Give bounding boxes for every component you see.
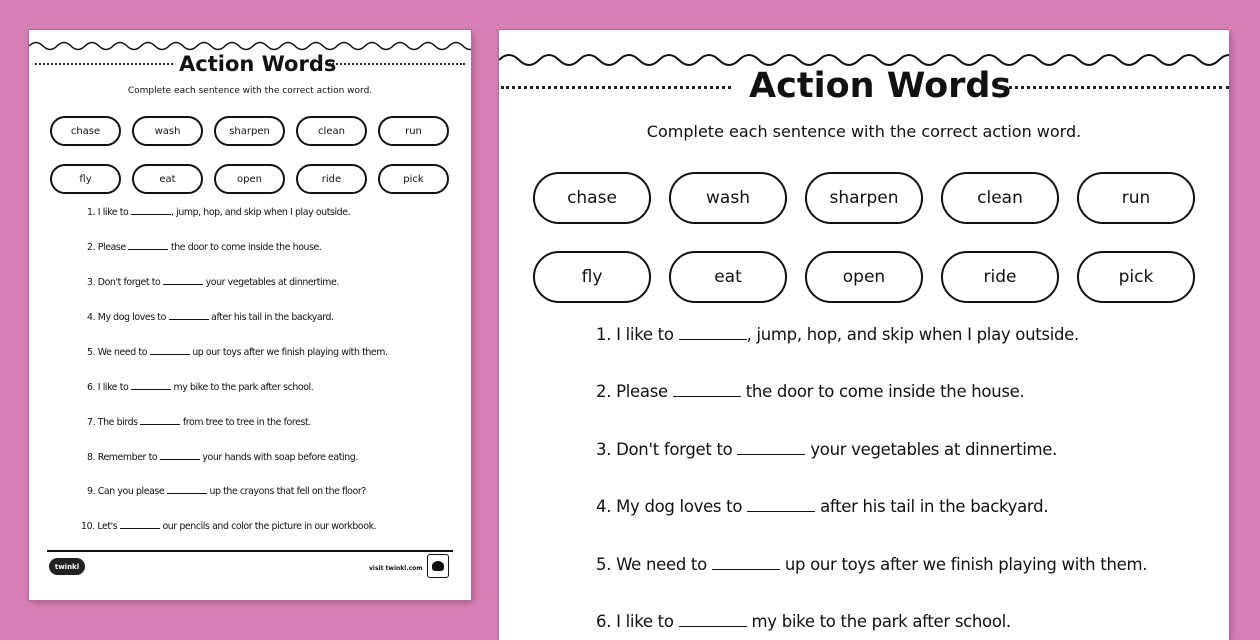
question-3: [596, 440, 1057, 459]
question-before: My dog loves to: [97, 312, 166, 323]
question-1: [596, 325, 1079, 344]
answer-blank[interactable]: [120, 528, 160, 529]
question-number: 7.: [87, 417, 96, 428]
answer-blank[interactable]: [679, 339, 747, 340]
word-wash[interactable]: wash: [132, 116, 203, 146]
question-after: up our toys after we finish playing with them.: [784, 555, 1148, 574]
question-number: 1.: [87, 207, 96, 218]
page-title: Action Words: [749, 66, 1012, 106]
question-before: Please: [97, 242, 126, 253]
word-open[interactable]: open: [214, 164, 285, 194]
answer-blank[interactable]: [163, 284, 203, 285]
question-2: [87, 242, 322, 253]
word-pick[interactable]: pick: [378, 164, 449, 194]
answer-blank[interactable]: [679, 626, 747, 627]
question-before: Don't forget to: [97, 277, 161, 288]
question-8: [87, 452, 358, 463]
question-4: [87, 312, 334, 323]
word-eat[interactable]: eat: [132, 164, 203, 194]
word-clean[interactable]: clean: [296, 116, 367, 146]
word-clean[interactable]: clean: [941, 172, 1059, 224]
answer-blank[interactable]: [160, 459, 200, 460]
word-fly[interactable]: fly: [50, 164, 121, 194]
question-after: your vegetables at dinnertime.: [810, 440, 1058, 459]
answer-blank[interactable]: [131, 389, 171, 390]
question-6: [596, 612, 1011, 631]
word-open[interactable]: open: [805, 251, 923, 303]
word-chase[interactable]: chase: [50, 116, 121, 146]
worksheet-zoom[interactable]: [499, 30, 1229, 640]
answer-blank[interactable]: [169, 319, 209, 320]
question-before: Remember to: [97, 452, 158, 463]
question-before: I like to: [616, 325, 674, 344]
question-before: The birds: [97, 417, 138, 428]
footer-divider: [47, 550, 453, 552]
answer-blank[interactable]: [140, 424, 180, 425]
question-before: We need to: [616, 555, 707, 574]
answer-blank[interactable]: [167, 493, 207, 494]
question-number: 3.: [596, 440, 612, 459]
question-number: 5.: [87, 347, 96, 358]
question-after: , jump, hop, and skip when I play outside.: [170, 207, 351, 218]
question-after: from tree to tree in the forest.: [182, 417, 311, 428]
answer-blank[interactable]: [131, 214, 171, 215]
twinkl-badge-icon: [427, 554, 449, 578]
question-4: [596, 497, 1048, 516]
page-title: Action Words: [179, 52, 337, 76]
question-number: 6.: [87, 382, 96, 393]
question-number: 8.: [87, 452, 96, 463]
question-3: [87, 277, 339, 288]
question-after: your vegetables at dinnertime.: [205, 277, 339, 288]
question-before: I like to: [616, 612, 674, 631]
brand-logo: twinkl: [49, 558, 85, 575]
answer-blank[interactable]: [737, 454, 805, 455]
question-before: Please: [616, 382, 668, 401]
word-eat[interactable]: eat: [669, 251, 787, 303]
title-dots-left: [35, 63, 173, 65]
word-run[interactable]: run: [378, 116, 449, 146]
word-ride[interactable]: ride: [941, 251, 1059, 303]
question-before: We need to: [97, 347, 148, 358]
question-number: 5.: [596, 555, 612, 574]
question-number: 4.: [87, 312, 96, 323]
question-1: [87, 207, 350, 218]
question-after: my bike to the park after school.: [173, 382, 314, 393]
word-ride[interactable]: ride: [296, 164, 367, 194]
question-number: 2.: [596, 382, 612, 401]
question-before: Can you please: [97, 486, 165, 497]
question-number: 10.: [81, 521, 95, 532]
question-after: , jump, hop, and skip when I play outside.: [746, 325, 1079, 344]
question-5: [596, 555, 1147, 574]
answer-blank[interactable]: [747, 511, 815, 512]
question-after: after his tail in the backyard.: [211, 312, 334, 323]
question-after: up our toys after we finish playing with them.: [192, 347, 388, 358]
word-run[interactable]: run: [1077, 172, 1195, 224]
title-dots-right: [996, 86, 1229, 89]
question-number: 3.: [87, 277, 96, 288]
answer-blank[interactable]: [712, 569, 780, 570]
word-wash[interactable]: wash: [669, 172, 787, 224]
question-2: [596, 382, 1024, 401]
answer-blank[interactable]: [128, 249, 168, 250]
question-after: after his tail in the backyard.: [820, 497, 1049, 516]
question-before: Let's: [97, 521, 118, 532]
answer-blank[interactable]: [150, 354, 190, 355]
answer-blank[interactable]: [673, 396, 741, 397]
question-before: I like to: [97, 207, 129, 218]
question-number: 6.: [596, 612, 612, 631]
title-dots-left: [501, 86, 731, 89]
wavy-border-icon: [499, 48, 1229, 68]
instructions: Complete each sentence with the correct action word.: [127, 86, 373, 96]
worksheet-thumbnail[interactable]: [29, 30, 471, 600]
question-number: 1.: [596, 325, 612, 344]
question-after: our pencils and color the picture in our workbook.: [162, 521, 377, 532]
question-after: the door to come inside the house.: [745, 382, 1025, 401]
question-number: 4.: [596, 497, 612, 516]
question-before: My dog loves to: [616, 497, 743, 516]
question-9: [87, 486, 366, 497]
question-5: [87, 347, 388, 358]
question-after: your hands with soap before eating.: [202, 452, 358, 463]
badge-mark: [432, 561, 444, 571]
word-sharpen[interactable]: sharpen: [805, 172, 923, 224]
question-after: up the crayons that fell on the floor?: [209, 486, 366, 497]
word-sharpen[interactable]: sharpen: [214, 116, 285, 146]
question-7: [87, 417, 311, 428]
question-10: [81, 521, 376, 532]
question-before: I like to: [97, 382, 129, 393]
word-pick[interactable]: pick: [1077, 251, 1195, 303]
word-fly[interactable]: fly: [533, 251, 651, 303]
instructions: Complete each sentence with the correct action word.: [646, 122, 1082, 141]
question-before: Don't forget to: [616, 440, 733, 459]
question-after: the door to come inside the house.: [170, 242, 322, 253]
question-number: 9.: [87, 486, 96, 497]
word-chase[interactable]: chase: [533, 172, 651, 224]
visit-link[interactable]: visit twinkl.com: [369, 565, 423, 572]
wavy-border-icon: [29, 38, 471, 52]
question-number: 2.: [87, 242, 96, 253]
question-6: [87, 382, 313, 393]
title-dots-right: [329, 63, 465, 65]
question-after: my bike to the park after school.: [751, 612, 1011, 631]
